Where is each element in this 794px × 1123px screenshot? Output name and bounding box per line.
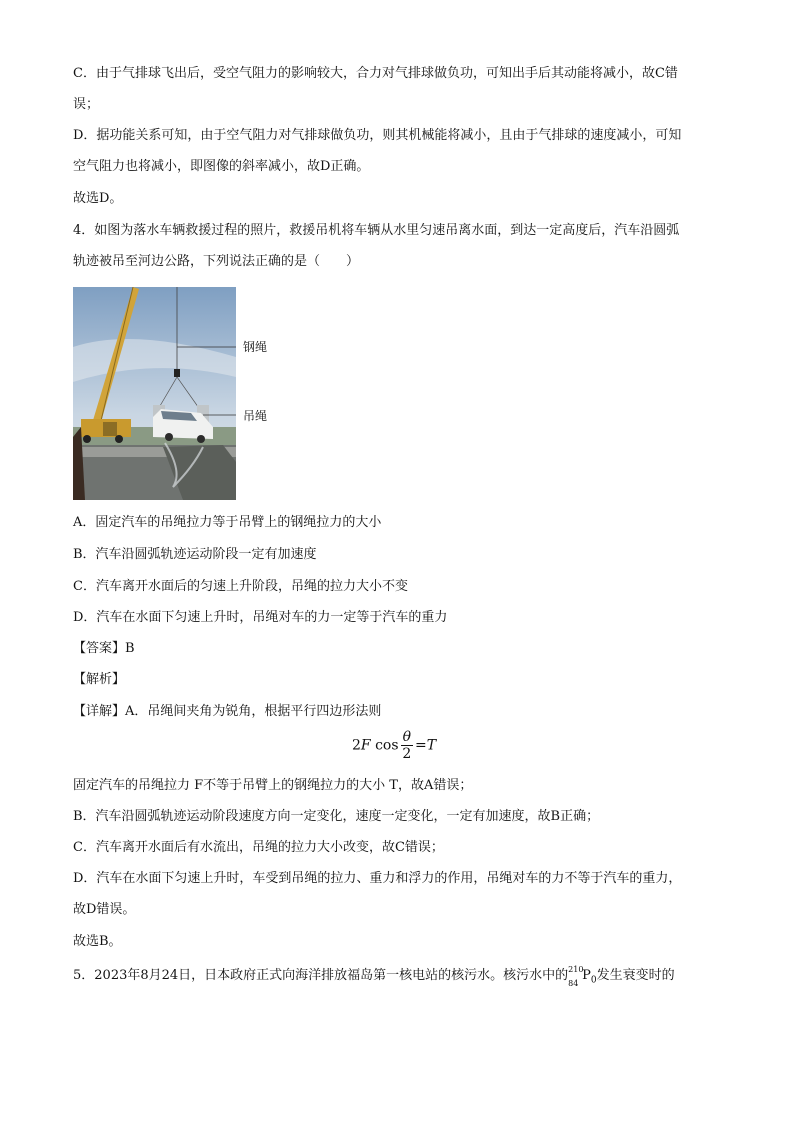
explanation-line: C．汽车离开水面后有水流出，吊绳的拉力大小改变，故C错误；: [73, 840, 444, 855]
question-5-stem: [73, 967, 675, 990]
label-sling: 吊绳: [243, 409, 268, 423]
nuclide-atomic-number: 84: [568, 979, 579, 988]
explanation-line: 固定汽车的吊绳拉力 F不等于吊臂上的钢绳拉力的大小 T，故A错误；: [73, 778, 473, 793]
option-a: A．固定汽车的吊绳拉力等于吊臂上的钢绳拉力的大小: [73, 515, 382, 530]
rescue-photo: [73, 287, 236, 500]
question-4-stem-cont: 轨迹被吊至河边公路，下列说法正确的是（ ）: [73, 254, 360, 269]
text-line: 误；: [73, 97, 100, 112]
explanation-line: D．汽车在水面下匀速上升时，车受到吊绳的拉力、重力和浮力的作用，吊绳对车的力不等于汽车的重力，: [73, 871, 682, 886]
q5-suffix: 发生衰变时的: [596, 968, 675, 983]
formula: [352, 729, 452, 765]
text-line: D．据功能关系可知，由于空气阻力对气排球做负功，则其机械能将减小，且由于气排球的速度减小，可知: [73, 128, 682, 143]
rescue-photo-illustration: [73, 287, 236, 500]
nuclide-mass-number: 210: [568, 965, 584, 974]
question-4-stem: 4．如图为落水车辆救援过程的照片，救援吊机将车辆从水里匀速吊离水面，到达一定高度后，汽车沿圆弧: [73, 223, 680, 238]
formula-force: F: [360, 737, 371, 754]
nuclide-symbol: [568, 967, 596, 990]
formula-numerator: θ: [402, 729, 411, 745]
formula-fraction: [401, 729, 413, 762]
option-d: D．汽车在水面下匀速上升时，吊绳对车的力一定等于汽车的重力: [73, 610, 448, 625]
q5-prefix: 5．2023年8月24日，日本政府正式向海洋排放福岛第一核电站的核污水。核污水中的: [73, 968, 569, 983]
detail-line: 【详解】A．吊绳间夹角为锐角，根据平行四边形法则: [73, 704, 382, 719]
conclusion-line: 故选B。: [73, 934, 122, 949]
formula-denominator: 2: [402, 746, 412, 762]
text-line: C．由于气排球飞出后，受空气阻力的影响较大，合力对气排球做负功，可知出手后其动能将减小，故C错: [73, 66, 678, 81]
option-c: C．汽车离开水面后的匀速上升阶段，吊绳的拉力大小不变: [73, 579, 408, 594]
text-line: 空气阻力也将减小，即图像的斜率减小，故D正确。: [73, 159, 370, 174]
formula-equals: =: [415, 737, 427, 754]
formula-coef: 2: [352, 737, 361, 754]
option-b: B．汽车沿圆弧轨迹运动阶段一定有加速度: [73, 547, 317, 562]
nuclide-letter-sub: 0: [590, 975, 597, 986]
formula-tension: T: [426, 737, 437, 754]
analysis-heading: 【解析】: [73, 672, 126, 687]
explanation-line: 故D错误。: [73, 902, 136, 917]
label-steel-rope: 钢绳: [243, 340, 268, 354]
formula-cos: cos: [375, 737, 399, 754]
text-line: 故选D。: [73, 191, 123, 206]
explanation-line: B．汽车沿圆弧轨迹运动阶段速度方向一定变化，速度一定变化，一定有加速度，故B正确；: [73, 809, 600, 824]
answer-label: 【答案】B: [73, 641, 135, 656]
nuclide-letter: P: [582, 968, 591, 983]
